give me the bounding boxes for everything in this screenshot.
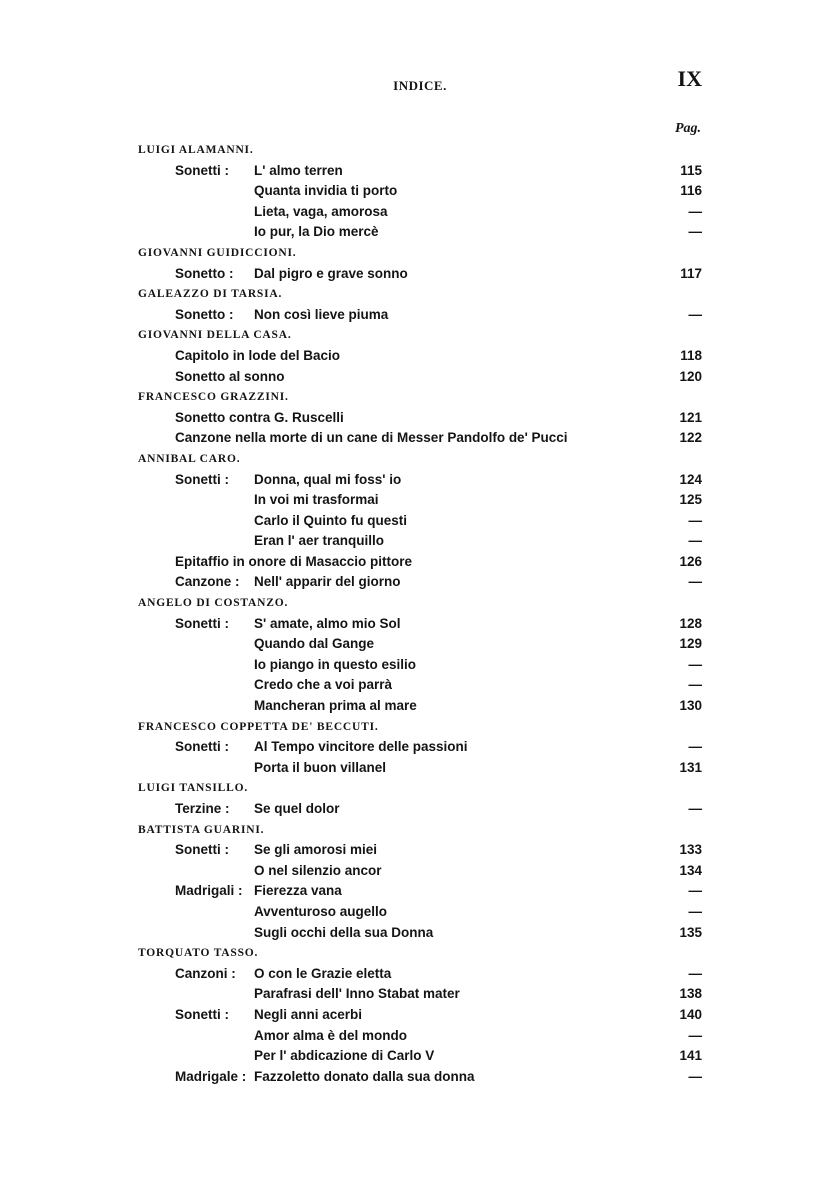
author-heading — [0, 778, 840, 799]
index-entry — [0, 428, 840, 449]
author-name: BATTISTA GUARINI. — [138, 823, 265, 836]
index-entry — [0, 531, 840, 552]
entry-title: Al Tempo vincitore delle passioni — [254, 739, 468, 755]
index-entries — [0, 140, 840, 1087]
index-entry — [0, 181, 840, 202]
entry-page-number: 141 — [679, 1048, 702, 1064]
entry-title: Quanta invidia ti porto — [254, 183, 398, 199]
entry-page-number: 121 — [679, 409, 702, 425]
entry-page-number: — — [688, 656, 702, 672]
author-heading — [0, 820, 840, 841]
index-entry — [0, 799, 840, 820]
entry-title: Carlo il Quinto fu questi — [254, 512, 407, 528]
genre-label: Sonetti : — [175, 471, 229, 487]
index-entry — [0, 881, 840, 902]
index-entry — [0, 737, 840, 758]
author-heading — [0, 140, 840, 161]
index-entry — [0, 552, 840, 573]
entry-page-number: — — [688, 574, 702, 590]
entry-title: Negli anni acerbi — [254, 1006, 363, 1022]
entry-title: Parafrasi dell' Inno Stabat mater — [254, 986, 460, 1002]
author-name: GIOVANNI GUIDICCIONI. — [138, 246, 297, 259]
index-entry — [0, 655, 840, 676]
index-entry — [0, 861, 840, 882]
entry-page-number: — — [688, 801, 702, 816]
entry-title: Se gli amorosi miei — [254, 842, 378, 858]
entry-title: O con le Grazie eletta — [254, 965, 392, 981]
author-name: ANNIBAL CARO. — [138, 452, 241, 465]
entry-page-number: 134 — [679, 862, 702, 878]
genre-label: Sonetto : — [175, 306, 234, 322]
entry-title: Nell' apparir del giorno — [254, 574, 401, 590]
entry-title: Sonetto al sonno — [175, 368, 285, 384]
entry-page-number: 115 — [680, 162, 702, 178]
author-heading — [0, 284, 840, 305]
entry-title: Sonetto contra G. Ruscelli — [175, 409, 344, 425]
entry-title: Amor alma è del mondo — [254, 1027, 408, 1043]
entry-page-number: 125 — [679, 492, 702, 508]
index-entry — [0, 840, 840, 861]
entry-title: Dal pigro e grave sonno — [254, 265, 408, 281]
author-name: ANGELO DI COSTANZO. — [138, 597, 289, 610]
entry-page-number: 116 — [680, 183, 702, 199]
index-entry — [0, 264, 840, 285]
index-entry — [0, 1067, 840, 1088]
index-entry — [0, 572, 840, 593]
entry-page-number: 118 — [680, 347, 702, 363]
entry-page-number: — — [688, 224, 702, 240]
genre-label: Canzoni : — [175, 965, 236, 981]
genre-label: Sonetti : — [175, 162, 229, 178]
page-number: IX — [677, 66, 702, 91]
entry-title: Non così lieve piuma — [254, 306, 389, 322]
entry-title: Io pur, la Dio mercè — [254, 224, 379, 240]
entry-title: In voi mi trasformai — [254, 492, 379, 508]
index-entry — [0, 490, 840, 511]
author-heading — [0, 593, 840, 614]
entry-page-number: — — [688, 883, 702, 899]
entry-page-number: — — [688, 203, 702, 219]
entry-title: Avventuroso augello — [254, 903, 388, 919]
entry-page-number: — — [688, 677, 702, 693]
index-entry — [0, 305, 840, 326]
index-entry — [0, 222, 840, 243]
entry-page-number: 117 — [680, 265, 702, 281]
entry-page-number: — — [688, 306, 702, 322]
index-entry — [0, 984, 840, 1005]
index-entry — [0, 964, 840, 985]
author-heading — [0, 243, 840, 264]
entry-title: Credo che a voi parrà — [254, 677, 393, 693]
entry-page-number: — — [688, 1068, 702, 1084]
genre-label: Terzine : — [175, 801, 230, 816]
entry-page-number: 122 — [679, 430, 702, 446]
entry-page-number: 120 — [679, 368, 702, 384]
genre-label: Sonetti : — [175, 1006, 229, 1022]
index-entry — [0, 696, 840, 717]
entry-title: Lieta, vaga, amorosa — [254, 203, 388, 219]
entry-page-number: 128 — [679, 615, 702, 631]
genre-label: Sonetto : — [175, 265, 234, 281]
entry-title: Quando dal Gange — [254, 636, 375, 652]
entry-title: Se quel dolor — [254, 801, 340, 816]
entry-page-number: — — [688, 533, 702, 549]
entry-page-number: — — [688, 1027, 702, 1043]
index-entry — [0, 511, 840, 532]
entry-title: Per l' abdicazione di Carlo V — [254, 1048, 435, 1064]
author-heading — [0, 325, 840, 346]
entry-page-number: 135 — [679, 924, 702, 940]
author-name: FRANCESCO COPPETTA DE' BECCUTI. — [138, 720, 379, 733]
index-entry — [0, 1026, 840, 1047]
index-entry — [0, 470, 840, 491]
genre-label: Canzone : — [175, 574, 240, 590]
entry-title: Canzone nella morte di un cane di Messer Pandolfo de' Pucci — [175, 430, 568, 446]
entry-title: Capitolo in lode del Bacio — [175, 347, 341, 363]
entry-title: O nel silenzio ancor — [254, 862, 382, 878]
entry-title: Fazzoletto donato dalla sua donna — [254, 1068, 475, 1084]
author-heading — [0, 943, 840, 964]
index-entry — [0, 408, 840, 429]
entry-title: Eran l' aer tranquillo — [254, 533, 384, 549]
running-header-title: INDICE. — [393, 78, 447, 93]
entry-title: Fierezza vana — [254, 883, 342, 899]
genre-label: Sonetti : — [175, 739, 229, 755]
entry-page-number: 124 — [679, 471, 702, 487]
author-name: GIOVANNI DELLA CASA. — [138, 329, 292, 342]
entry-page-number: 129 — [679, 636, 702, 652]
genre-label: Madrigali : — [175, 883, 243, 899]
author-heading — [0, 717, 840, 738]
index-entry — [0, 1005, 840, 1026]
entry-page-number: — — [688, 739, 702, 755]
entry-page-number: 133 — [679, 842, 702, 858]
entry-page-number: 130 — [679, 698, 702, 714]
author-heading — [0, 387, 840, 408]
index-entry — [0, 758, 840, 779]
entry-page-number: — — [688, 965, 702, 981]
index-entry — [0, 346, 840, 367]
entry-page-number: 140 — [679, 1006, 702, 1022]
index-entry — [0, 614, 840, 635]
genre-label: Sonetti : — [175, 615, 229, 631]
entry-page-number: — — [688, 512, 702, 528]
author-name: LUIGI ALAMANNI. — [138, 144, 254, 156]
entry-page-number: 126 — [679, 553, 702, 569]
index-entry — [0, 675, 840, 696]
author-name: LUIGI TANSILLO. — [138, 782, 248, 795]
author-name: GALEAZZO DI TARSIA. — [138, 288, 283, 301]
entry-page-number: — — [688, 903, 702, 919]
author-heading — [0, 449, 840, 470]
entry-title: Io piango in questo esilio — [254, 656, 417, 672]
entry-title: Sugli occhi della sua Donna — [254, 924, 434, 940]
author-name: FRANCESCO GRAZZINI. — [138, 391, 289, 404]
genre-label: Madrigale : — [175, 1068, 247, 1084]
index-entry — [0, 634, 840, 655]
index-entry — [0, 161, 840, 182]
index-entry — [0, 902, 840, 923]
index-entry — [0, 1046, 840, 1067]
entry-title: Epitaffio in onore di Masaccio pittore — [175, 553, 413, 569]
entry-title: Mancheran prima al mare — [254, 698, 417, 714]
entry-title: Donna, qual mi foss' io — [254, 471, 402, 487]
genre-label: Sonetti : — [175, 842, 229, 858]
author-name: TORQUATO TASSO. — [138, 947, 259, 960]
entry-title: S' amate, almo mio Sol — [254, 615, 401, 631]
entry-title: Porta il buon villanel — [254, 759, 387, 775]
pag-column-label: Pag. — [674, 121, 701, 136]
entry-title: L' almo terren — [254, 162, 343, 178]
index-entry — [0, 923, 840, 944]
entry-page-number: 131 — [679, 759, 702, 775]
index-entry — [0, 202, 840, 223]
index-entry — [0, 367, 840, 388]
entry-page-number: 138 — [679, 986, 702, 1002]
